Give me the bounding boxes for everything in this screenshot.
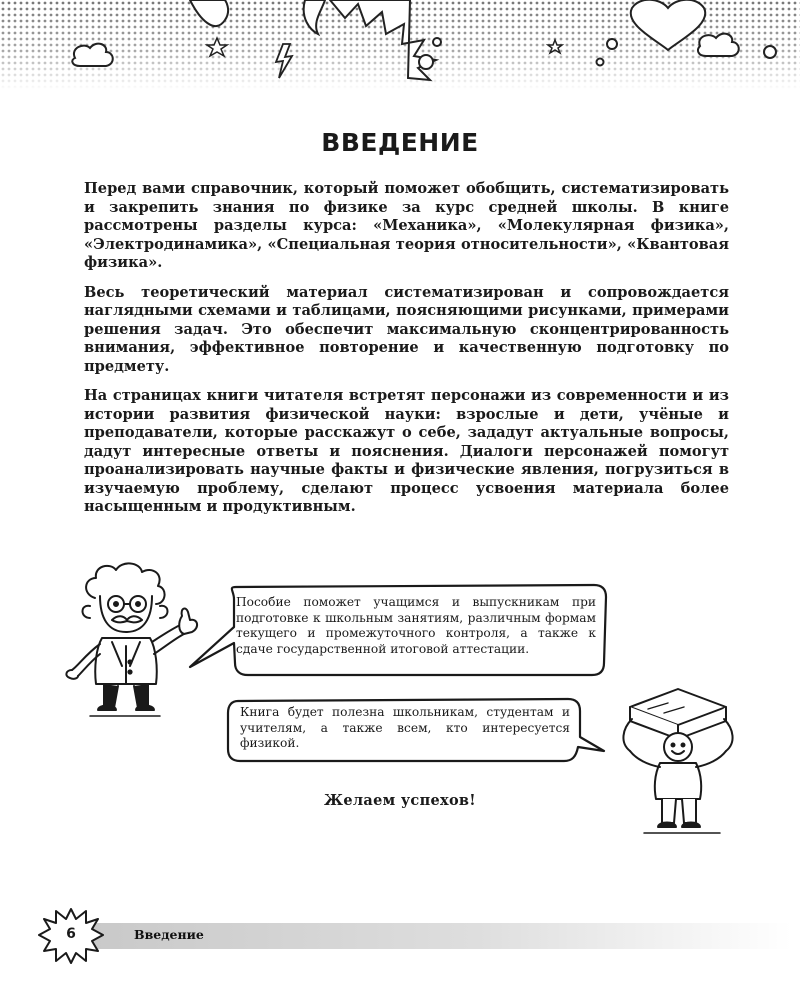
paragraph: Перед вами справочник, который поможет обобщить, систематизировать и закрепить знания по физике за курс средней школы. В книге рассмотрены разделы курса: «Механика», «Молекулярная физика», «Электродинамика», «Специальная теория относительности», «Квантовая физика».: [84, 180, 729, 271]
student-illustration: [608, 685, 748, 840]
intro-body: [84, 180, 729, 528]
page-title: ВВЕДЕНИЕ: [321, 128, 479, 157]
page-number-badge: [38, 907, 104, 965]
section-label: Введение: [134, 927, 204, 942]
closing-wish: Желаем успехов!: [324, 792, 476, 809]
paragraph: Весь теоретический материал систематизирован и сопровождается наглядными схемами и таблицами, поясняющими рисунками, примерами решения задач. Это обеспечит максимальную сконцентрированность внимания, эффективное повторение и качественную подготовку по предмету.: [84, 283, 729, 375]
bubble-text: Пособие поможет учащимся и выпускникам при подготовке к школьным занятиям, различным формам текущего и промежуточного контроля, а также к сдаче государственной итоговой аттестации.: [236, 595, 596, 656]
paragraph: На страницах книги читателя встретят персонажи из современности и из истории развития физической науки: взрослые и дети, учёные и преподаватели, которые расскажут о себе, зададут актуальные вопросы, дадут интересные ответы и пояснения. Диалоги персонажей помогут проанализировать научные факты и физические явления, погрузиться в изучаемую проблему, сделают процесс усвоения материала более насыщенным и продуктивным.: [84, 387, 729, 515]
bubble-text: Книга будет полезна школьникам, студентам и учителям, а также всем, кто интересуется физикой.: [240, 705, 570, 750]
header-decoration: [0, 0, 800, 90]
speech-bubble-2: [226, 697, 606, 769]
speech-bubble-1: [188, 583, 613, 683]
page-footer: [0, 905, 800, 965]
page-number: 6: [66, 926, 76, 942]
